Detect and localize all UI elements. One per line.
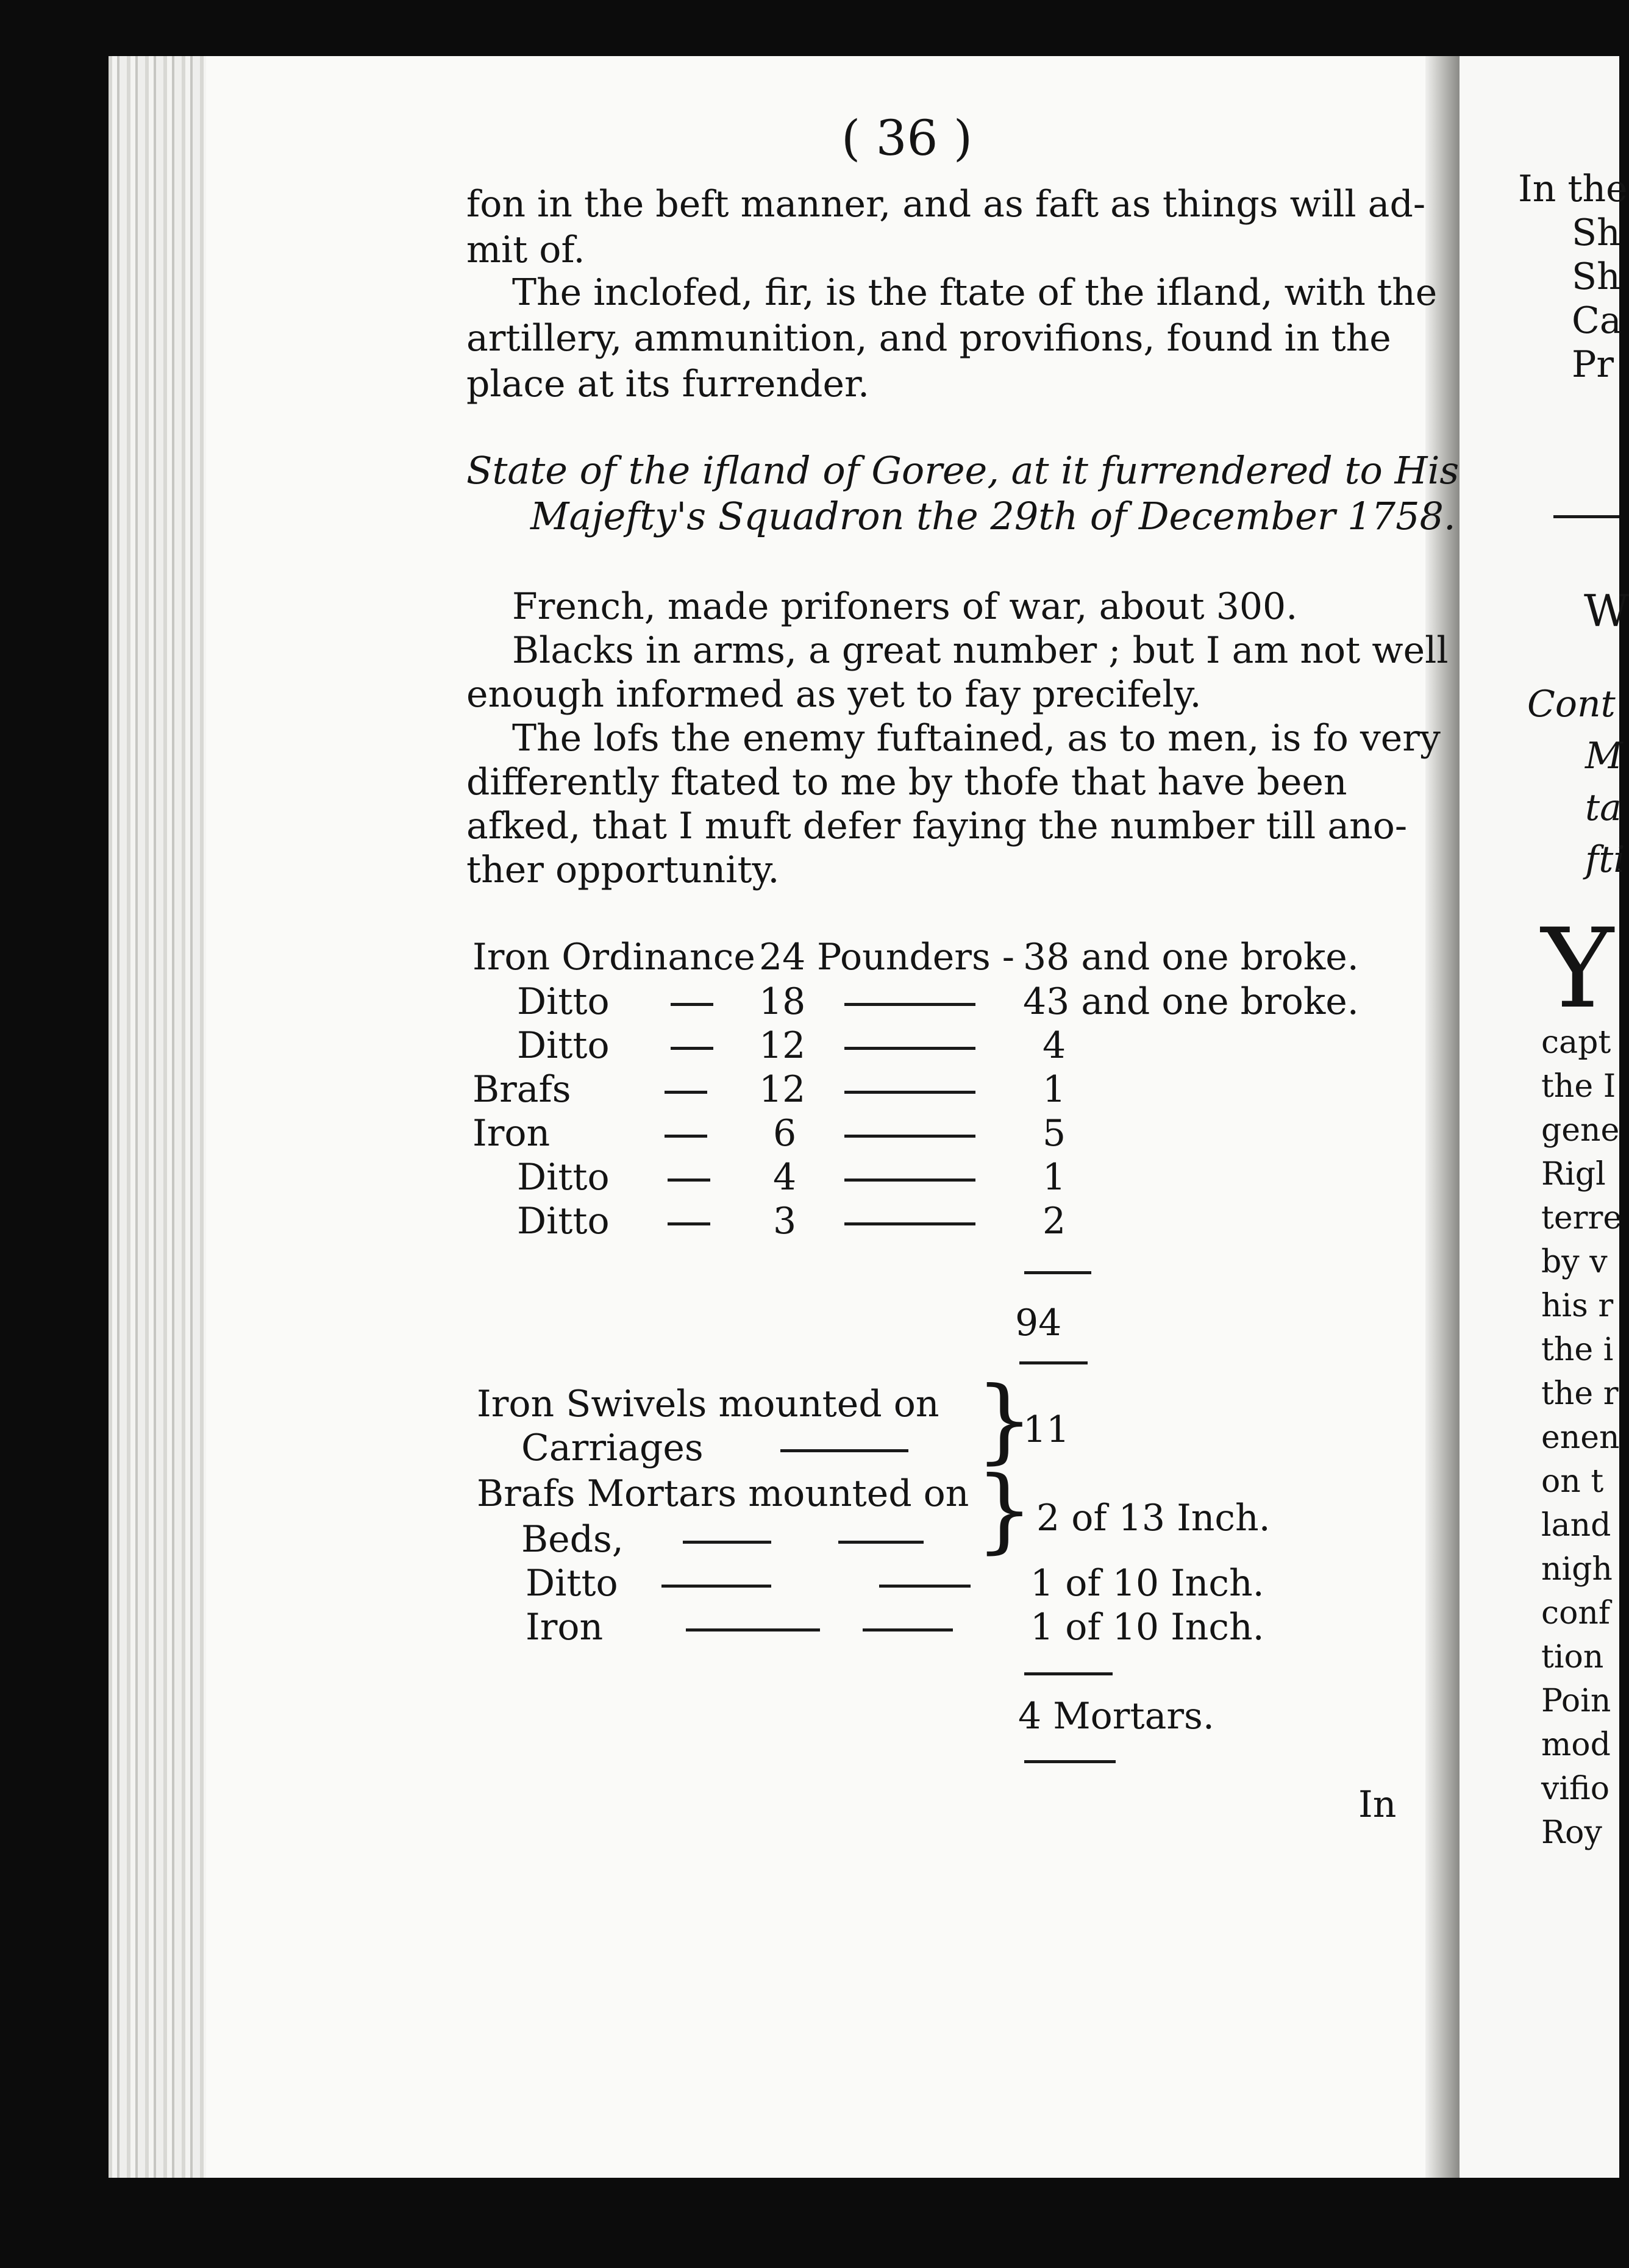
right-page-text: In the <box>1518 168 1628 210</box>
paragraph-line: enough informed as yet to fay precifely. <box>466 673 1202 716</box>
body-line: place at its furrender. <box>466 363 870 405</box>
paragraph-line: Blacks in arms, a great number ; but I am not well <box>512 629 1449 672</box>
ordnance-name: Iron <box>472 1112 551 1155</box>
ordnance-size: 12 <box>759 1024 806 1067</box>
right-page-text: fti <box>1585 838 1625 881</box>
ordnance-name: Iron Ordinance <box>472 936 755 979</box>
body-line: artillery, ammunition, and provifions, found in the <box>466 317 1391 360</box>
paragraph-line: The lofs the enemy fuftained, as to men, is fo very <box>512 717 1441 760</box>
sum-rule <box>1024 1271 1091 1274</box>
dash-rule <box>665 1135 707 1138</box>
dash-rule <box>683 1541 771 1544</box>
body-line: mit of. <box>466 229 585 271</box>
dash-rule <box>661 1585 771 1588</box>
mortars-label: Beds, <box>521 1518 624 1561</box>
right-page-text: Pr <box>1572 343 1614 386</box>
brace: } <box>975 1368 1034 1474</box>
paragraph-line: French, made prifoners of war, about 300. <box>512 585 1298 628</box>
ordnance-count: 4 <box>1043 1024 1066 1067</box>
right-page-text: land <box>1541 1507 1611 1544</box>
dash-rule <box>686 1628 820 1631</box>
right-page-text: the i <box>1541 1332 1614 1368</box>
dash-rule <box>838 1541 924 1544</box>
right-page-text: Sh <box>1572 255 1620 298</box>
dash-rule <box>671 1047 713 1050</box>
mortar-row-name: Iron <box>526 1606 604 1649</box>
dash-rule <box>844 1047 975 1050</box>
ordnance-name: Ditto <box>517 980 610 1023</box>
dash-rule <box>844 1003 975 1006</box>
body-line: The inclofed, fir, is the ftate of the ifland, with the <box>512 271 1438 314</box>
right-page-text: nigh <box>1541 1551 1613 1588</box>
ordnance-name: Brafs <box>472 1068 571 1111</box>
mortar-row-name: Ditto <box>526 1562 618 1605</box>
right-page-text: gene <box>1541 1112 1620 1149</box>
mortars-label: Brafs Mortars mounted on <box>477 1472 969 1515</box>
dash-rule <box>844 1179 975 1182</box>
ordnance-size: 3 <box>773 1200 797 1243</box>
right-page-dropcap: Y <box>1541 905 1614 1033</box>
ordnance-size: 18 <box>759 980 806 1023</box>
right-page-text: Ca <box>1572 299 1622 342</box>
right-page-text: Poin <box>1541 1683 1611 1719</box>
ordnance-count: 2 <box>1043 1200 1066 1243</box>
ordnance-total: 94 <box>1015 1302 1062 1344</box>
dash-rule <box>668 1179 710 1182</box>
ordnance-size: 4 <box>773 1156 797 1199</box>
right-page-text: mod <box>1541 1727 1611 1763</box>
right-page-text: conf <box>1541 1595 1611 1631</box>
page-number: ( 36 ) <box>841 110 973 166</box>
book-gutter <box>1425 56 1460 2178</box>
right-page-text: his r <box>1541 1288 1614 1324</box>
ordnance-unit: Pounders - <box>817 936 1015 979</box>
right-page-text: by v <box>1541 1244 1608 1280</box>
sum-rule <box>1019 1361 1088 1364</box>
dash-rule <box>844 1091 975 1094</box>
ordnance-count: 5 <box>1043 1112 1066 1155</box>
right-page-text: W <box>1584 585 1629 637</box>
right-page-text: tion <box>1541 1639 1604 1675</box>
right-page-text: capt <box>1541 1024 1611 1061</box>
right-page-text: vifio <box>1541 1771 1609 1807</box>
ordnance-name: Ditto <box>517 1200 610 1243</box>
right-page-text: ta <box>1585 786 1622 829</box>
right-page-text: Sh <box>1572 212 1620 254</box>
sum-rule <box>1024 1672 1113 1675</box>
dash-rule <box>879 1585 971 1588</box>
sum-rule <box>1024 1760 1116 1763</box>
dash-rule <box>780 1449 908 1452</box>
brace: } <box>975 1457 1034 1563</box>
dash-rule <box>844 1222 975 1225</box>
paragraph-line: differently ftated to me by thofe that have been <box>466 761 1347 804</box>
dash-rule <box>668 1222 710 1225</box>
ordnance-count: 1 <box>1043 1156 1066 1199</box>
swivels-count: 11 <box>1023 1408 1070 1451</box>
ordnance-name: Ditto <box>517 1156 610 1199</box>
right-page-text: enen <box>1541 1419 1620 1456</box>
body-line: fon in the beft manner, and as faft as things will ad- <box>466 183 1426 226</box>
swivels-label: Iron Swivels mounted on <box>477 1383 939 1425</box>
mortar-row-count: 1 of 10 Inch. <box>1030 1562 1264 1605</box>
ordnance-size: 24 <box>759 936 806 979</box>
right-page-text: Roy <box>1541 1814 1602 1851</box>
mortars-total: 4 Mortars. <box>1018 1695 1214 1738</box>
paragraph-line: ther opportunity. <box>466 849 780 891</box>
dash-rule <box>844 1135 975 1138</box>
right-page-rule <box>1553 515 1619 518</box>
right-page-text: the I <box>1541 1068 1616 1105</box>
dash-rule <box>671 1003 713 1006</box>
ordnance-size: 6 <box>773 1112 797 1155</box>
right-page-text: Cont <box>1527 683 1616 726</box>
right-page-text: M <box>1585 735 1623 777</box>
table-caption: State of the ifland of Goree, at it furrendered to His <box>466 448 1460 493</box>
swivels-label: Carriages <box>521 1427 704 1469</box>
paragraph-line: afked, that I muft defer faying the number till ano- <box>466 805 1408 847</box>
right-page-text: Rigl <box>1541 1156 1606 1193</box>
page-edge <box>109 56 206 2178</box>
right-page-text: on t <box>1541 1463 1604 1500</box>
table-caption: Majefty's Squadron the 29th of December 1758. <box>530 494 1456 538</box>
dash-rule <box>665 1091 707 1094</box>
ordnance-count: 38 and one broke. <box>1023 936 1359 979</box>
right-page-text: terre <box>1541 1200 1622 1236</box>
right-page-text: the r <box>1541 1375 1619 1412</box>
mortars-count: 2 of 13 Inch. <box>1036 1497 1271 1539</box>
ordnance-count: 43 and one broke. <box>1023 980 1359 1023</box>
catchword: In <box>1358 1783 1397 1826</box>
dash-rule <box>863 1628 953 1631</box>
ordnance-size: 12 <box>759 1068 806 1111</box>
mortar-row-count: 1 of 10 Inch. <box>1030 1606 1264 1649</box>
ordnance-name: Ditto <box>517 1024 610 1067</box>
ordnance-count: 1 <box>1043 1068 1066 1111</box>
